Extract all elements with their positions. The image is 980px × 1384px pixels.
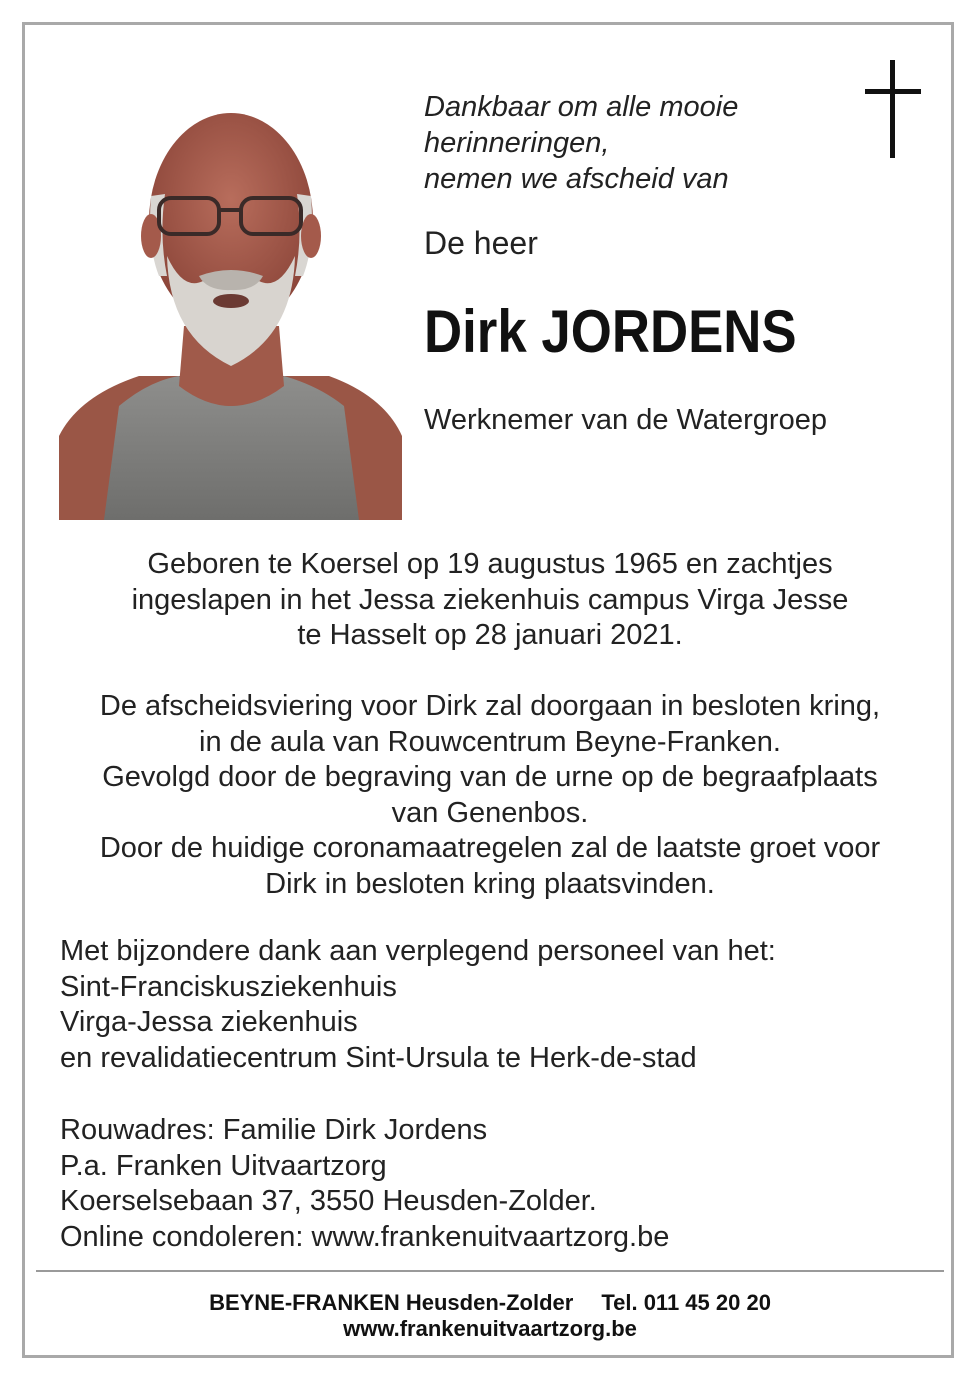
intro-line: Dankbaar om alle mooie	[424, 91, 739, 123]
birth-death-details	[40, 547, 940, 654]
text-line: Gevolgd door de begraving van de urne op de begraafplaats	[102, 761, 878, 793]
text-line: Sint-Franciskusziekenhuis	[60, 970, 397, 1003]
text-line: en revalidatiecentrum Sint-Ursula te Herk-de-stad	[60, 1041, 697, 1074]
text-line: De afscheidsviering voor Dirk zal doorgaan in besloten kring,	[99, 690, 881, 722]
cross-icon	[862, 60, 924, 160]
text-line: in de aula van Rouwcentrum Beyne-Franken.	[199, 725, 781, 758]
footer-website[interactable]: www.frankenuitvaartzorg.be	[343, 1316, 637, 1341]
text-line: te Hasselt op 28 januari 2021.	[297, 619, 683, 651]
ceremony-details	[40, 689, 940, 902]
footer-divider	[36, 1270, 944, 1272]
footer-contact	[40, 1290, 940, 1316]
thanks-section	[60, 934, 940, 1076]
company-name: BEYNE-FRANKEN Heusden-Zolder	[209, 1290, 574, 1315]
deceased-name: Dirk JORDENS	[424, 298, 797, 365]
intro-line: nemen we afscheid van	[424, 163, 729, 195]
text-line: Door de huidige coronamaatregelen zal de laatste groet voor	[99, 832, 881, 864]
text-line: P.a. Franken Uitvaartzorg	[60, 1149, 387, 1182]
text-line: ingeslapen in het Jessa ziekenhuis campus Virga Jesse	[131, 583, 849, 616]
condolence-link[interactable]: Online condoleren: www.frankenuitvaartzorg.be	[60, 1220, 670, 1253]
text-line: Rouwadres: Familie Dirk Jordens	[60, 1114, 488, 1146]
text-line: Virga-Jessa ziekenhuis	[60, 1006, 358, 1038]
intro-line: herinneringen,	[424, 127, 610, 159]
text-line: Koerselsebaan 37, 3550 Heusden-Zolder.	[60, 1185, 597, 1217]
honorific: De heer	[424, 225, 538, 261]
intro-text	[424, 89, 844, 197]
text-line: Met bijzondere dank aan verplegend personeel van het:	[60, 935, 776, 967]
text-line: Dirk in besloten kring plaatsvinden.	[265, 867, 715, 900]
portrait-photo	[59, 76, 402, 520]
mourning-address	[60, 1113, 940, 1255]
phone-number[interactable]: Tel. 011 45 20 20	[601, 1290, 771, 1315]
occupation: Werknemer van de Watergroep	[424, 404, 827, 436]
text-line: van Genenbos.	[391, 796, 589, 829]
text-line: Geboren te Koersel op 19 augustus 1965 en zachtjes	[147, 548, 833, 580]
